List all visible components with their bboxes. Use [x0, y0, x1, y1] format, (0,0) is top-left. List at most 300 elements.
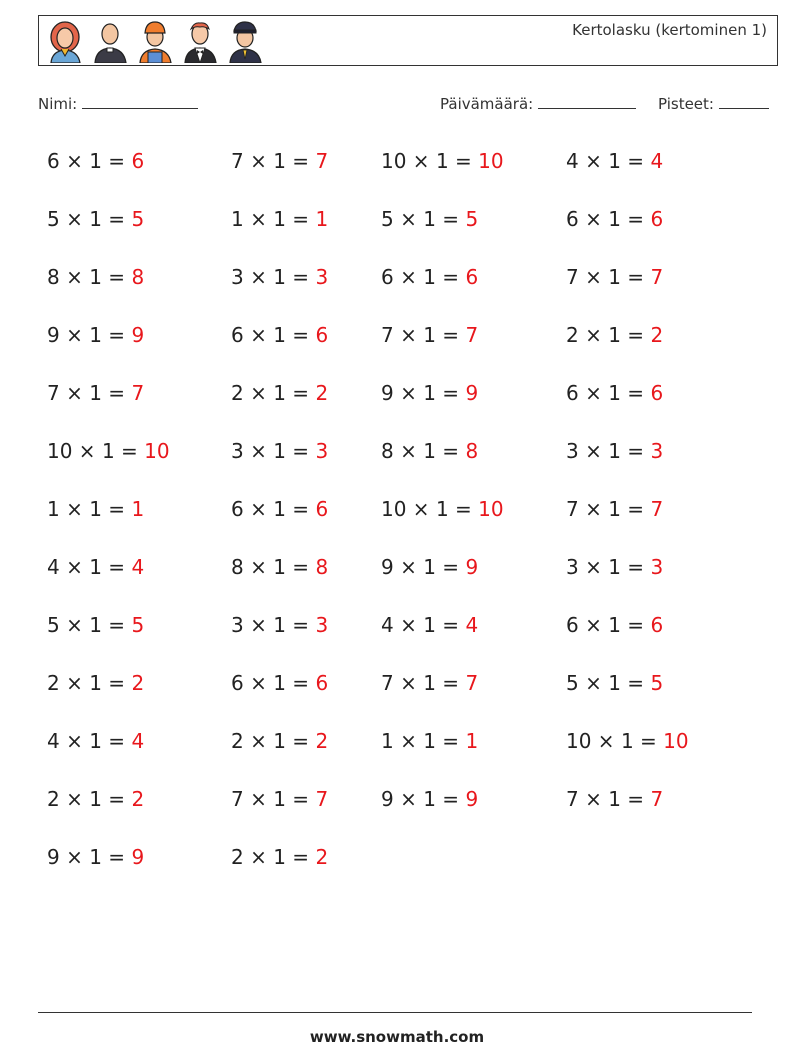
- problem-question: [47, 265, 131, 289]
- problem-answer: 9: [131, 323, 145, 347]
- times-sign: ×: [578, 497, 609, 521]
- problem-item: [381, 149, 504, 173]
- problem-question: [47, 439, 144, 463]
- factor-b: 1: [89, 149, 102, 173]
- factor-a: 9: [47, 323, 60, 347]
- factor-b: 1: [89, 787, 102, 811]
- equals-sign: =: [435, 729, 466, 753]
- times-sign: ×: [578, 439, 609, 463]
- factor-a: 4: [47, 555, 60, 579]
- problem-item: [231, 555, 328, 579]
- problem-item: [381, 207, 478, 231]
- factor-a: 5: [381, 207, 394, 231]
- factor-a: 3: [566, 439, 579, 463]
- problem-answer: 1: [131, 497, 145, 521]
- equals-sign: =: [435, 207, 466, 231]
- problem-item: [381, 381, 478, 405]
- equals-sign: =: [101, 323, 132, 347]
- equals-sign: =: [101, 729, 132, 753]
- problem-question: [231, 439, 315, 463]
- times-sign: ×: [59, 207, 90, 231]
- problem-question: [47, 787, 131, 811]
- problem-answer: 2: [315, 845, 329, 869]
- problem-answer: 2: [131, 787, 145, 811]
- problem-item: [231, 207, 328, 231]
- factor-b: 1: [423, 439, 436, 463]
- factor-b: 1: [608, 381, 621, 405]
- factor-a: 2: [231, 381, 244, 405]
- problem-question: [381, 323, 465, 347]
- equals-sign: =: [285, 207, 316, 231]
- factor-b: 1: [608, 671, 621, 695]
- problem-question: [47, 845, 131, 869]
- factor-b: 1: [423, 613, 436, 637]
- factor-b: 1: [423, 555, 436, 579]
- problem-item: [47, 613, 144, 637]
- times-sign: ×: [578, 555, 609, 579]
- equals-sign: =: [448, 497, 479, 521]
- equals-sign: =: [633, 729, 664, 753]
- factor-b: 1: [89, 265, 102, 289]
- problem-item: [231, 671, 328, 695]
- waiter-avatar-icon: [182, 19, 219, 63]
- problem-answer: 7: [315, 149, 329, 173]
- problem-answer: 1: [465, 729, 479, 753]
- factor-b: 1: [101, 439, 115, 463]
- factor-a: 2: [47, 671, 60, 695]
- equals-sign: =: [114, 439, 145, 463]
- equals-sign: =: [285, 845, 316, 869]
- factor-a: 8: [47, 265, 60, 289]
- times-sign: ×: [243, 845, 274, 869]
- problem-answer: 8: [465, 439, 479, 463]
- equals-sign: =: [101, 207, 132, 231]
- times-sign: ×: [393, 323, 424, 347]
- problem-answer: 7: [465, 323, 479, 347]
- problem-answer: 7: [465, 671, 479, 695]
- problem-item: [566, 207, 663, 231]
- equals-sign: =: [620, 787, 651, 811]
- problem-item: [566, 323, 663, 347]
- problem-question: [566, 149, 650, 173]
- equals-sign: =: [620, 381, 651, 405]
- times-sign: ×: [59, 497, 90, 521]
- times-sign: ×: [393, 555, 424, 579]
- problem-question: [231, 207, 315, 231]
- problem-answer: 2: [315, 729, 329, 753]
- equals-sign: =: [285, 381, 316, 405]
- problem-item: [566, 439, 663, 463]
- problem-question: [566, 729, 663, 753]
- problem-question: [381, 613, 465, 637]
- problem-item: [231, 265, 328, 289]
- problem-answer: 9: [465, 381, 479, 405]
- problem-question: [566, 671, 650, 695]
- equals-sign: =: [101, 613, 132, 637]
- equals-sign: =: [620, 671, 651, 695]
- times-sign: ×: [393, 787, 424, 811]
- equals-sign: =: [285, 439, 316, 463]
- factor-a: 6: [47, 149, 60, 173]
- times-sign: ×: [59, 845, 90, 869]
- problem-item: [47, 207, 144, 231]
- factor-b: 1: [423, 787, 436, 811]
- problem-question: [381, 381, 465, 405]
- factor-a: 10: [566, 729, 592, 753]
- equals-sign: =: [435, 439, 466, 463]
- factor-a: 9: [381, 555, 394, 579]
- problem-question: [566, 497, 650, 521]
- problem-question: [47, 613, 131, 637]
- problem-item: [381, 265, 478, 289]
- problem-answer: 10: [663, 729, 689, 753]
- problem-question: [381, 497, 478, 521]
- problem-item: [566, 613, 663, 637]
- problem-answer: 7: [131, 381, 145, 405]
- problem-answer: 4: [131, 729, 145, 753]
- factor-b: 1: [89, 381, 102, 405]
- factor-a: 2: [47, 787, 60, 811]
- equals-sign: =: [435, 787, 466, 811]
- times-sign: ×: [243, 381, 274, 405]
- factor-b: 1: [608, 207, 621, 231]
- factor-a: 4: [381, 613, 394, 637]
- problem-question: [231, 787, 315, 811]
- times-sign: ×: [393, 729, 424, 753]
- factor-a: 5: [47, 207, 60, 231]
- problem-answer: 3: [315, 439, 329, 463]
- times-sign: ×: [578, 381, 609, 405]
- problem-question: [566, 439, 650, 463]
- worksheet-title: Kertolasku (kertominen 1): [572, 21, 767, 39]
- problem-question: [381, 207, 465, 231]
- factor-a: 3: [231, 439, 244, 463]
- name-blank[interactable]: [82, 93, 198, 109]
- factor-a: 5: [566, 671, 579, 695]
- problem-item: [231, 787, 328, 811]
- problem-answer: 10: [144, 439, 170, 463]
- problem-question: [381, 729, 465, 753]
- problem-answer: 7: [315, 787, 329, 811]
- equals-sign: =: [620, 149, 651, 173]
- factor-a: 6: [231, 323, 244, 347]
- factor-b: 1: [435, 149, 449, 173]
- problem-item: [566, 381, 663, 405]
- times-sign: ×: [578, 671, 609, 695]
- factor-b: 1: [89, 207, 102, 231]
- problem-question: [231, 149, 315, 173]
- equals-sign: =: [101, 845, 132, 869]
- factor-b: 1: [273, 729, 286, 753]
- name-field[interactable]: [38, 93, 198, 113]
- times-sign: ×: [243, 787, 274, 811]
- factor-a: 10: [47, 439, 73, 463]
- factor-a: 1: [381, 729, 394, 753]
- problem-item: [47, 555, 144, 579]
- problem-answer: 2: [650, 323, 664, 347]
- problem-item: [566, 497, 663, 521]
- equals-sign: =: [285, 497, 316, 521]
- problem-item: [47, 149, 144, 173]
- times-sign: ×: [243, 555, 274, 579]
- factor-b: 1: [423, 323, 436, 347]
- problem-question: [231, 845, 315, 869]
- equals-sign: =: [435, 555, 466, 579]
- problem-item: [381, 497, 504, 521]
- equals-sign: =: [101, 265, 132, 289]
- factor-a: 1: [47, 497, 60, 521]
- factor-a: 9: [47, 845, 60, 869]
- times-sign: ×: [59, 787, 90, 811]
- problem-answer: 7: [650, 497, 664, 521]
- factor-a: 4: [566, 149, 579, 173]
- problem-answer: 5: [650, 671, 664, 695]
- problem-question: [231, 497, 315, 521]
- problem-item: [381, 323, 478, 347]
- score-blank[interactable]: [719, 93, 769, 109]
- problem-answer: 6: [315, 497, 329, 521]
- factor-b: 1: [89, 729, 102, 753]
- problem-question: [47, 207, 131, 231]
- problem-question: [381, 555, 465, 579]
- problem-question: [381, 787, 465, 811]
- score-field[interactable]: [658, 93, 769, 113]
- times-sign: ×: [59, 381, 90, 405]
- factor-b: 1: [423, 729, 436, 753]
- equals-sign: =: [435, 265, 466, 289]
- factor-b: 1: [273, 555, 286, 579]
- woman-scarf-avatar-icon: [47, 19, 84, 63]
- problem-question: [231, 323, 315, 347]
- factor-b: 1: [608, 555, 621, 579]
- factor-b: 1: [620, 729, 634, 753]
- factor-b: 1: [89, 613, 102, 637]
- factor-a: 3: [566, 555, 579, 579]
- factor-a: 8: [231, 555, 244, 579]
- problem-item: [47, 439, 170, 463]
- problem-item: [231, 497, 328, 521]
- factor-a: 2: [566, 323, 579, 347]
- factor-b: 1: [608, 497, 621, 521]
- factor-b: 1: [608, 323, 621, 347]
- problem-answer: 3: [650, 555, 664, 579]
- problem-answer: 5: [131, 207, 145, 231]
- problem-answer: 5: [131, 613, 145, 637]
- equals-sign: =: [285, 265, 316, 289]
- factor-a: 7: [566, 787, 579, 811]
- date-label: Päivämäärä:: [440, 95, 534, 113]
- problem-item: [47, 671, 144, 695]
- factor-b: 1: [423, 265, 436, 289]
- factor-a: 7: [566, 497, 579, 521]
- equals-sign: =: [101, 149, 132, 173]
- problem-item: [47, 381, 144, 405]
- problem-question: [231, 265, 315, 289]
- factor-b: 1: [423, 207, 436, 231]
- problem-answer: 10: [478, 497, 504, 521]
- problem-answer: 7: [650, 787, 664, 811]
- problem-item: [566, 265, 663, 289]
- factor-a: 9: [381, 381, 394, 405]
- problem-item: [47, 265, 144, 289]
- times-sign: ×: [393, 439, 424, 463]
- equals-sign: =: [620, 265, 651, 289]
- problem-question: [381, 149, 478, 173]
- problem-item: [381, 671, 478, 695]
- problem-item: [566, 787, 663, 811]
- problem-question: [566, 787, 650, 811]
- date-blank[interactable]: [538, 93, 636, 109]
- problem-question: [381, 265, 465, 289]
- factor-b: 1: [273, 845, 286, 869]
- problem-answer: 8: [131, 265, 145, 289]
- times-sign: ×: [243, 671, 274, 695]
- problem-answer: 4: [650, 149, 664, 173]
- times-sign: ×: [393, 613, 424, 637]
- problem-answer: 9: [465, 555, 479, 579]
- equals-sign: =: [435, 671, 466, 695]
- factor-b: 1: [608, 265, 621, 289]
- equals-sign: =: [285, 729, 316, 753]
- construction-worker-avatar-icon: [137, 19, 174, 63]
- factor-b: 1: [608, 149, 621, 173]
- problem-answer: 6: [465, 265, 479, 289]
- problem-answer: 9: [465, 787, 479, 811]
- factor-b: 1: [89, 845, 102, 869]
- factor-b: 1: [273, 323, 286, 347]
- footer-url: www.snowmath.com: [309, 1028, 485, 1046]
- factor-b: 1: [89, 497, 102, 521]
- factor-a: 3: [231, 265, 244, 289]
- factor-a: 1: [231, 207, 244, 231]
- factor-b: 1: [273, 787, 286, 811]
- factor-b: 1: [423, 381, 436, 405]
- times-sign: ×: [393, 265, 424, 289]
- times-sign: ×: [393, 207, 424, 231]
- problem-item: [231, 729, 328, 753]
- police-officer-avatar-icon: [227, 19, 264, 63]
- problem-question: [47, 497, 131, 521]
- problem-item: [381, 555, 478, 579]
- equals-sign: =: [285, 671, 316, 695]
- problem-item: [231, 439, 328, 463]
- problem-question: [381, 439, 465, 463]
- factor-a: 4: [47, 729, 60, 753]
- factor-b: 1: [273, 439, 286, 463]
- problem-answer: 6: [315, 323, 329, 347]
- problem-item: [47, 497, 144, 521]
- factor-b: 1: [273, 613, 286, 637]
- equals-sign: =: [435, 323, 466, 347]
- factor-b: 1: [273, 265, 286, 289]
- equals-sign: =: [285, 787, 316, 811]
- equals-sign: =: [435, 381, 466, 405]
- equals-sign: =: [101, 555, 132, 579]
- factor-b: 1: [608, 787, 621, 811]
- factor-a: 6: [566, 207, 579, 231]
- factor-b: 1: [608, 439, 621, 463]
- equals-sign: =: [101, 381, 132, 405]
- equals-sign: =: [101, 787, 132, 811]
- times-sign: ×: [578, 323, 609, 347]
- factor-a: 7: [566, 265, 579, 289]
- factor-b: 1: [608, 613, 621, 637]
- problem-question: [47, 323, 131, 347]
- problem-answer: 3: [315, 265, 329, 289]
- times-sign: ×: [59, 555, 90, 579]
- factor-a: 6: [381, 265, 394, 289]
- times-sign: ×: [59, 729, 90, 753]
- problem-item: [47, 323, 144, 347]
- times-sign: ×: [59, 149, 90, 173]
- problem-answer: 10: [478, 149, 504, 173]
- times-sign: ×: [591, 729, 621, 753]
- problem-answer: 1: [315, 207, 329, 231]
- times-sign: ×: [243, 613, 274, 637]
- problem-answer: 4: [131, 555, 145, 579]
- problem-question: [231, 381, 315, 405]
- times-sign: ×: [578, 265, 609, 289]
- factor-a: 6: [566, 381, 579, 405]
- problem-question: [231, 671, 315, 695]
- equals-sign: =: [620, 613, 651, 637]
- equals-sign: =: [448, 149, 479, 173]
- times-sign: ×: [406, 497, 436, 521]
- problem-question: [566, 381, 650, 405]
- equals-sign: =: [101, 671, 132, 695]
- factor-b: 1: [273, 671, 286, 695]
- problem-item: [231, 149, 328, 173]
- problem-answer: 3: [315, 613, 329, 637]
- times-sign: ×: [59, 265, 90, 289]
- times-sign: ×: [243, 149, 274, 173]
- problem-answer: 6: [650, 613, 664, 637]
- times-sign: ×: [59, 671, 90, 695]
- times-sign: ×: [406, 149, 436, 173]
- problem-answer: 6: [650, 207, 664, 231]
- times-sign: ×: [243, 207, 274, 231]
- factor-a: 8: [381, 439, 394, 463]
- problem-answer: 8: [315, 555, 329, 579]
- times-sign: ×: [578, 149, 609, 173]
- score-label: Pisteet:: [658, 95, 714, 113]
- problem-item: [566, 149, 663, 173]
- equals-sign: =: [285, 323, 316, 347]
- problem-item: [566, 555, 663, 579]
- problem-question: [47, 555, 131, 579]
- problem-question: [47, 381, 131, 405]
- equals-sign: =: [620, 497, 651, 521]
- factor-b: 1: [89, 555, 102, 579]
- factor-a: 6: [566, 613, 579, 637]
- times-sign: ×: [578, 207, 609, 231]
- equals-sign: =: [285, 555, 316, 579]
- problem-item: [231, 613, 328, 637]
- problem-item: [47, 729, 144, 753]
- factor-b: 1: [273, 207, 286, 231]
- factor-b: 1: [273, 149, 286, 173]
- problem-answer: 9: [131, 845, 145, 869]
- name-label: Nimi:: [38, 95, 78, 113]
- problem-answer: 2: [315, 381, 329, 405]
- factor-a: 7: [231, 787, 244, 811]
- problem-question: [566, 265, 650, 289]
- date-field[interactable]: [440, 93, 636, 113]
- factor-b: 1: [89, 671, 102, 695]
- factor-a: 7: [231, 149, 244, 173]
- factor-b: 1: [435, 497, 449, 521]
- factor-b: 1: [89, 323, 102, 347]
